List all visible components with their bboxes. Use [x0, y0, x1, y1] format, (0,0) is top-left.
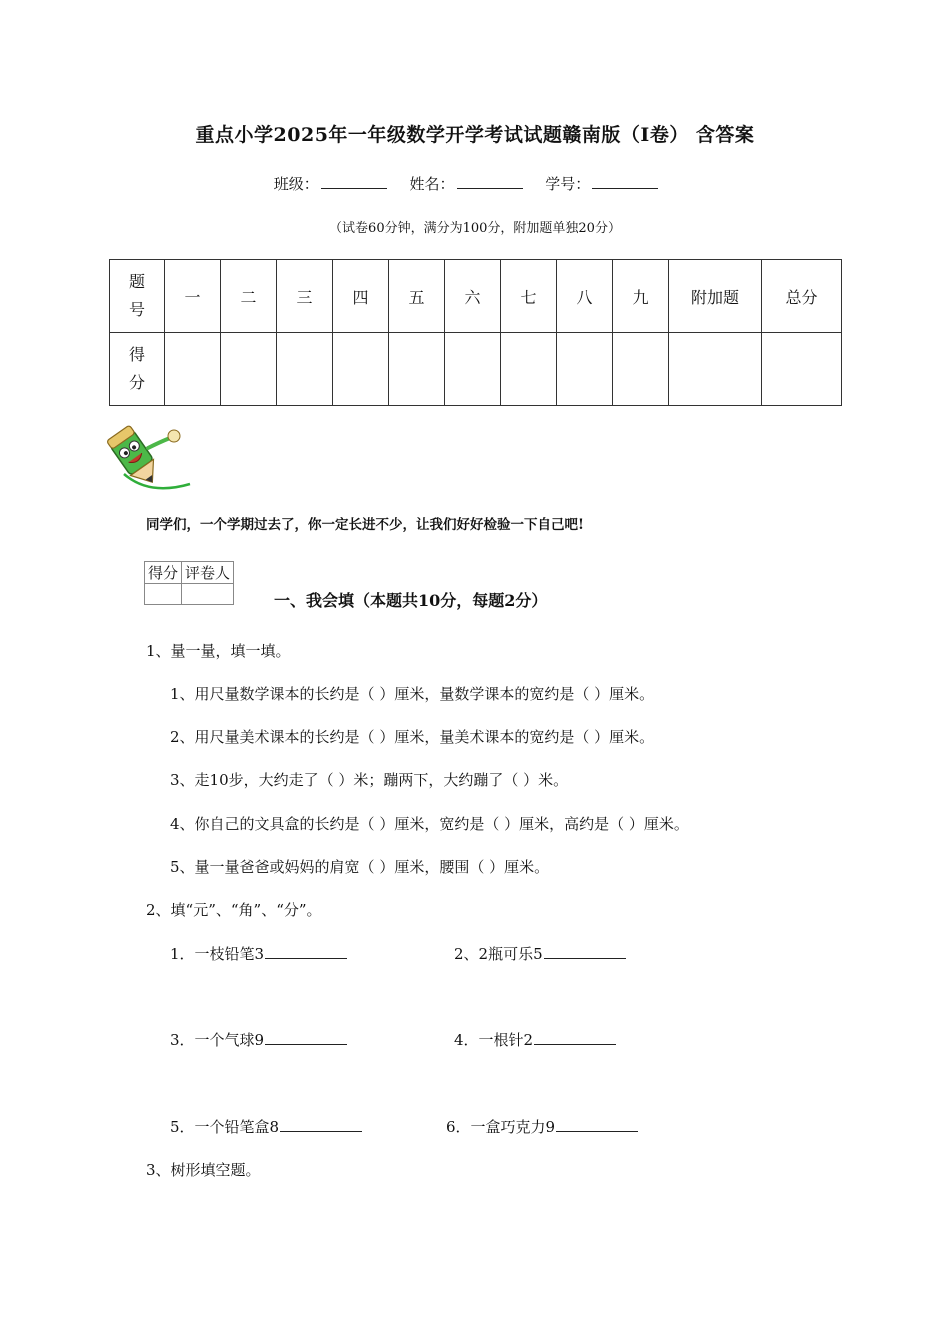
answer-blank[interactable]	[265, 1030, 347, 1045]
column-header: 九	[613, 260, 669, 333]
id-label: 学号：	[545, 175, 591, 193]
row-head-score	[110, 333, 165, 406]
answer-blank[interactable]	[556, 1117, 638, 1132]
row-head-question	[110, 260, 165, 333]
score-table	[109, 259, 842, 406]
page-title: 重点小学2025年一年级数学开学考试试题赣南版（I卷） 含答案	[195, 124, 755, 146]
score-cell[interactable]	[221, 333, 277, 406]
question-1-item: 5、量一量爸爸或妈妈的肩宽（ ）厘米，腰围（ ）厘米。	[170, 858, 550, 876]
question-2-item	[170, 1116, 362, 1137]
question-2-item	[170, 1029, 347, 1050]
question-2-item-text: 6．一盒巧克力9	[446, 1118, 556, 1136]
column-header: 三	[277, 260, 333, 333]
row-head-char: 得	[128, 345, 145, 364]
student-info-line	[0, 173, 950, 194]
grader-reviewer-label: 评卷人	[182, 562, 234, 584]
section-heading: 一、我会填（本题共10分，每题2分）	[274, 591, 548, 610]
answer-blank[interactable]	[280, 1117, 362, 1132]
column-header: 四	[333, 260, 389, 333]
score-cell[interactable]	[613, 333, 669, 406]
class-blank[interactable]	[321, 174, 387, 189]
score-cell[interactable]	[445, 333, 501, 406]
row-head-char: 题	[128, 272, 145, 291]
question-1-item: 3、走10步，大约走了（ ）米；蹦两下，大约蹦了（ ）米。	[170, 771, 569, 789]
name-label: 姓名：	[409, 175, 455, 193]
question-2-item-text: 4．一根针2	[454, 1031, 534, 1049]
grader-reviewer-cell[interactable]	[182, 584, 234, 605]
score-cell[interactable]	[669, 333, 762, 406]
column-header: 总分	[762, 260, 842, 333]
score-cell[interactable]	[501, 333, 557, 406]
question-1-item: 1、用尺量数学课本的长约是（ ）厘米，量数学课本的宽约是（ ）厘米。	[170, 685, 655, 703]
score-cell[interactable]	[557, 333, 613, 406]
column-header: 附加题	[669, 260, 762, 333]
grader-score-label: 得分	[145, 562, 182, 584]
column-header: 六	[445, 260, 501, 333]
column-header: 一	[165, 260, 221, 333]
grader-table	[144, 561, 234, 605]
column-header: 五	[389, 260, 445, 333]
score-cell[interactable]	[333, 333, 389, 406]
question-2-item	[454, 943, 626, 964]
question-2-item-text: 1．一枝铅笔3	[170, 945, 265, 963]
row-head-char: 号	[128, 300, 145, 319]
question-1-item: 4、你自己的文具盒的长约是（ ）厘米，宽约是（ ）厘米，高约是（ ）厘米。	[170, 815, 689, 833]
answer-blank[interactable]	[544, 944, 626, 959]
class-label: 班级：	[273, 175, 319, 193]
question-2-item	[454, 1029, 616, 1050]
column-header: 二	[221, 260, 277, 333]
question-2-item-text: 5．一个铅笔盒8	[170, 1118, 280, 1136]
row-head-char: 分	[128, 373, 145, 392]
exam-note: （试卷60分钟，满分为100分，附加题单独20分）	[329, 221, 621, 236]
pencil-mascot-icon	[104, 424, 192, 492]
score-cell[interactable]	[762, 333, 842, 406]
question-2-title: 2、填“元”、“角”、“分”。	[146, 901, 322, 919]
question-3-title: 3、树形填空题。	[146, 1161, 261, 1179]
answer-blank[interactable]	[265, 944, 347, 959]
score-cell[interactable]	[165, 333, 221, 406]
question-1-title: 1、量一量，填一填。	[146, 642, 291, 660]
encouragement-text: 同学们，一个学期过去了，你一定长进不少，让我们好好检验一下自己吧!	[146, 517, 584, 533]
id-blank[interactable]	[592, 174, 658, 189]
grader-score-cell[interactable]	[145, 584, 182, 605]
question-2-item	[446, 1116, 638, 1137]
score-cell[interactable]	[277, 333, 333, 406]
question-2-item-text: 3．一个气球9	[170, 1031, 265, 1049]
question-2-item	[170, 943, 347, 964]
column-header: 七	[501, 260, 557, 333]
name-blank[interactable]	[457, 174, 523, 189]
column-header: 八	[557, 260, 613, 333]
score-table-header-row	[110, 260, 842, 333]
question-2-item-text: 2、2瓶可乐5	[454, 945, 543, 963]
answer-blank[interactable]	[534, 1030, 616, 1045]
score-cell[interactable]	[389, 333, 445, 406]
question-1-item: 2、用尺量美术课本的长约是（ ）厘米，量美术课本的宽约是（ ）厘米。	[170, 728, 655, 746]
score-table-score-row	[110, 333, 842, 406]
